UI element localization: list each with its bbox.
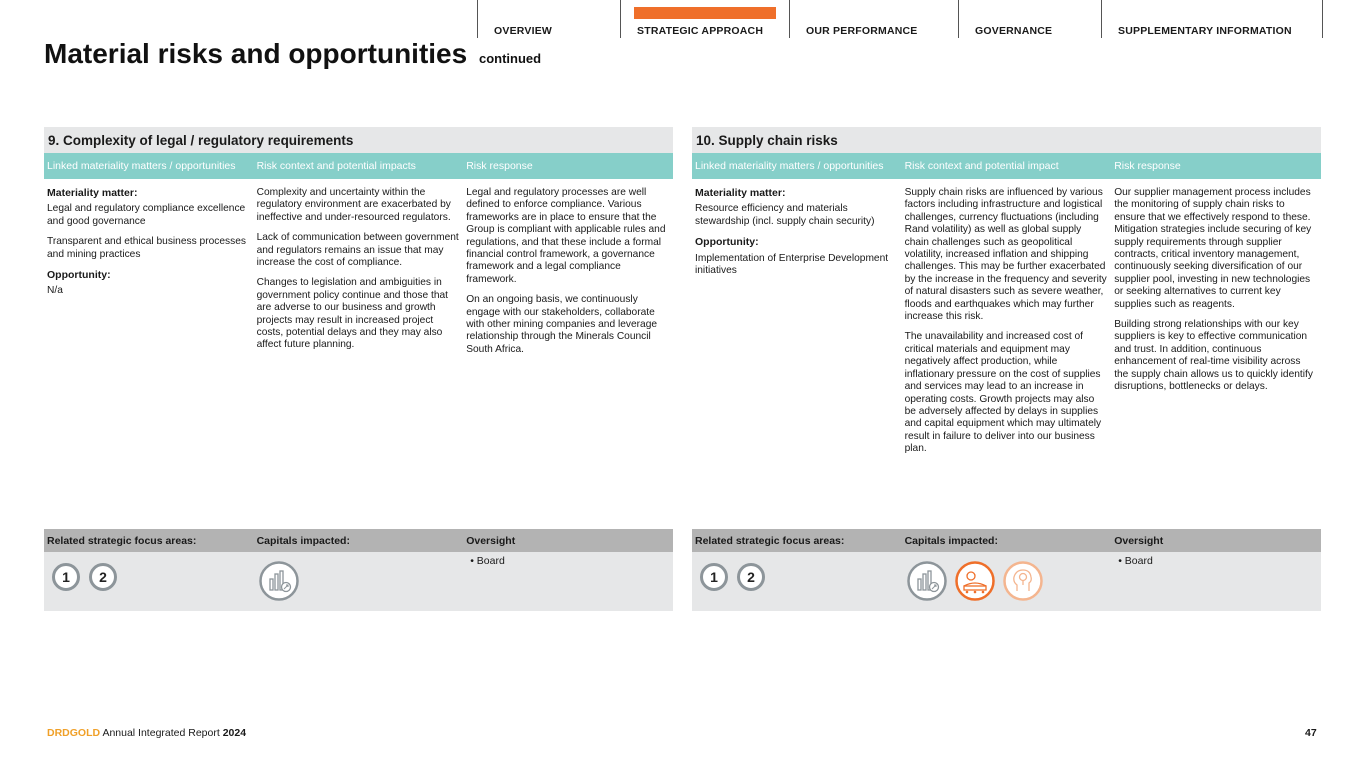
focus-area-badge: 1 bbox=[52, 563, 80, 591]
oversight-cell: • Board bbox=[470, 555, 505, 567]
risk-10-context bbox=[902, 187, 1112, 527]
footer-report-title bbox=[47, 727, 246, 739]
focus-area-badge: 2 bbox=[737, 563, 765, 591]
risk-9-panel bbox=[44, 127, 673, 527]
nav-governance[interactable]: GOVERNANCE bbox=[958, 0, 1102, 38]
capitals-label: Capitals impacted: bbox=[256, 535, 350, 547]
oversight-label: Oversight bbox=[466, 535, 516, 547]
materiality-item: Transparent and ethical business processes and mining practices bbox=[47, 236, 246, 260]
page-title-suffix: continued bbox=[478, 51, 542, 66]
footer-year: 2024 bbox=[222, 727, 247, 739]
risk-9-summary-body bbox=[44, 552, 673, 611]
focus-areas-cell bbox=[692, 552, 902, 611]
risk-10-body bbox=[692, 179, 1321, 527]
capitals-label: Capitals impacted: bbox=[904, 535, 998, 547]
focus-area-badge: 2 bbox=[89, 563, 117, 591]
opportunity-label: Opportunity: bbox=[47, 269, 111, 282]
opportunity-label: Opportunity: bbox=[695, 236, 759, 249]
nav-overview[interactable]: OVERVIEW bbox=[477, 0, 621, 38]
opportunity-item: N/a bbox=[47, 285, 63, 297]
header-risk-context: Risk context and potential impacts bbox=[256, 160, 416, 172]
risk-9-response bbox=[463, 187, 673, 527]
risk-10-summary-header bbox=[692, 529, 1321, 552]
intellectual-capital-icon bbox=[1003, 561, 1043, 601]
focus-area-badge: 1 bbox=[700, 563, 728, 591]
risk-10-response bbox=[1111, 187, 1321, 527]
materiality-label: Materiality matter: bbox=[695, 187, 786, 199]
risk-10-summary-body bbox=[692, 552, 1321, 611]
risk-10-title: 10. Supply chain risks bbox=[692, 127, 1321, 153]
page-title: Material risks and opportunities continued bbox=[44, 38, 542, 69]
response-paragraph: On an ongoing basis, we continuously engage with our stakeholders, collaborate with other mining companies and leverage relationship through the Minerals Council South Africa. bbox=[466, 294, 658, 355]
risk-9-title: 9. Complexity of legal / regulatory requirements bbox=[44, 127, 673, 153]
risk-10-panel bbox=[692, 127, 1321, 527]
footer-report-name: Annual Integrated Report bbox=[102, 727, 220, 739]
risk-9-body bbox=[44, 179, 673, 527]
financial-capital-icon bbox=[259, 561, 299, 601]
risk-10-summary bbox=[692, 529, 1321, 611]
risk-9-summary-header bbox=[44, 529, 673, 552]
footer-brand: DRDGOLD bbox=[47, 727, 101, 739]
oversight-item: Board bbox=[476, 555, 505, 567]
opportunity-item: Implementation of Enterprise Development initiatives bbox=[695, 252, 889, 277]
risk-9-header-row bbox=[44, 153, 673, 179]
risk-10-linked-matters bbox=[692, 187, 902, 527]
header-risk-response: Risk response bbox=[466, 160, 533, 172]
materiality-item: Resource efficiency and materials stewardship (incl. supply chain security) bbox=[695, 203, 875, 227]
context-paragraph: Changes to legislation and ambiguities in government policy continue and those that are adverse to our business and growth projects may result in increased project costs, potential delays and they may also affect future planning. bbox=[256, 277, 449, 351]
context-paragraph: The unavailability and increased cost of critical materials and equipment may negatively affect production, while inflationary pressure on the cost of supplies and services may lead to an increase in operating costs. Growth projects may also be adversely affected by delays in supplies and capital equipment which may ultimately result in failure to deliver into our business plan. bbox=[904, 331, 1102, 455]
nav-supplementary-information[interactable]: SUPPLEMENTARY INFORMATION bbox=[1101, 0, 1323, 38]
nav-active-indicator bbox=[634, 7, 776, 19]
risk-9-context bbox=[254, 187, 464, 527]
nav-strategic-approach[interactable]: STRATEGIC APPROACH bbox=[620, 0, 776, 38]
materiality-label: Materiality matter: bbox=[47, 187, 138, 199]
page-number: 47 bbox=[1305, 727, 1317, 739]
response-paragraph: Our supplier management process includes the monitoring of supply chain risks to ensure that we effectively respond to these. Mitigation strategies include securing of key supply requirements through supplier contracts, critical inventory management, continuously seeking diversification of our supplier pool, investing in new technologies or seeking alternatives to current key supplies such as reagents. bbox=[1114, 187, 1312, 310]
capitals-cell bbox=[254, 552, 464, 611]
response-paragraph: Building strong relationships with our key suppliers is key to effective communication and trust. In addition, continuous enhancement of real-time visibility across the supply chain allows us to quickly identify disruptions, bottlenecks or delays. bbox=[1114, 319, 1313, 393]
response-paragraph: Legal and regulatory processes are well defined to enforce compliance. Various frameworks are in place to ensure that the Group is compliant with applicable rules and regulations, and that these include a formal financial control framework, a governance framework and a legal compliance framework. bbox=[466, 187, 666, 285]
nav-our-performance[interactable]: OUR PERFORMANCE bbox=[789, 0, 959, 38]
risk-9-summary bbox=[44, 529, 673, 611]
context-paragraph: Complexity and uncertainty within the regulatory environment are exacerbated by ineffective and under-resourced regulators. bbox=[256, 187, 451, 223]
focus-areas-label: Related strategic focus areas: bbox=[695, 535, 845, 547]
risk-9-linked-matters bbox=[44, 187, 254, 527]
focus-areas-label: Related strategic focus areas: bbox=[47, 535, 197, 547]
header-linked-matters: Linked materiality matters / opportunities bbox=[47, 160, 236, 172]
context-paragraph: Supply chain risks are influenced by various factors including infrastructure and logistical challenges, currency fluctuations (including Rand volatility) as well as global supply chain challenges such as geopolitical volatility, increased inflation and shipping challenges. This may be further exacerbated by the increase in the frequency and severity of natural disasters such as severe weather, floods and earthquakes which may further increase this risk. bbox=[904, 187, 1107, 323]
risk-10-header-row bbox=[692, 153, 1321, 179]
header-risk-context: Risk context and potential impact bbox=[904, 160, 1059, 172]
manufactured-capital-icon bbox=[955, 561, 995, 601]
financial-capital-icon bbox=[907, 561, 947, 601]
focus-areas-cell bbox=[44, 552, 254, 611]
context-paragraph: Lack of communication between government and regulators remains an issue that may increase the cost of compliance. bbox=[256, 232, 459, 269]
header-linked-matters: Linked materiality matters / opportunities bbox=[695, 160, 884, 172]
capitals-cell bbox=[902, 552, 1112, 611]
oversight-cell: • Board bbox=[1118, 555, 1153, 567]
oversight-label: Oversight bbox=[1114, 535, 1164, 547]
header-risk-response: Risk response bbox=[1114, 160, 1181, 172]
oversight-item: Board bbox=[1124, 555, 1153, 567]
materiality-item: Legal and regulatory compliance excellence and good governance bbox=[47, 203, 246, 227]
